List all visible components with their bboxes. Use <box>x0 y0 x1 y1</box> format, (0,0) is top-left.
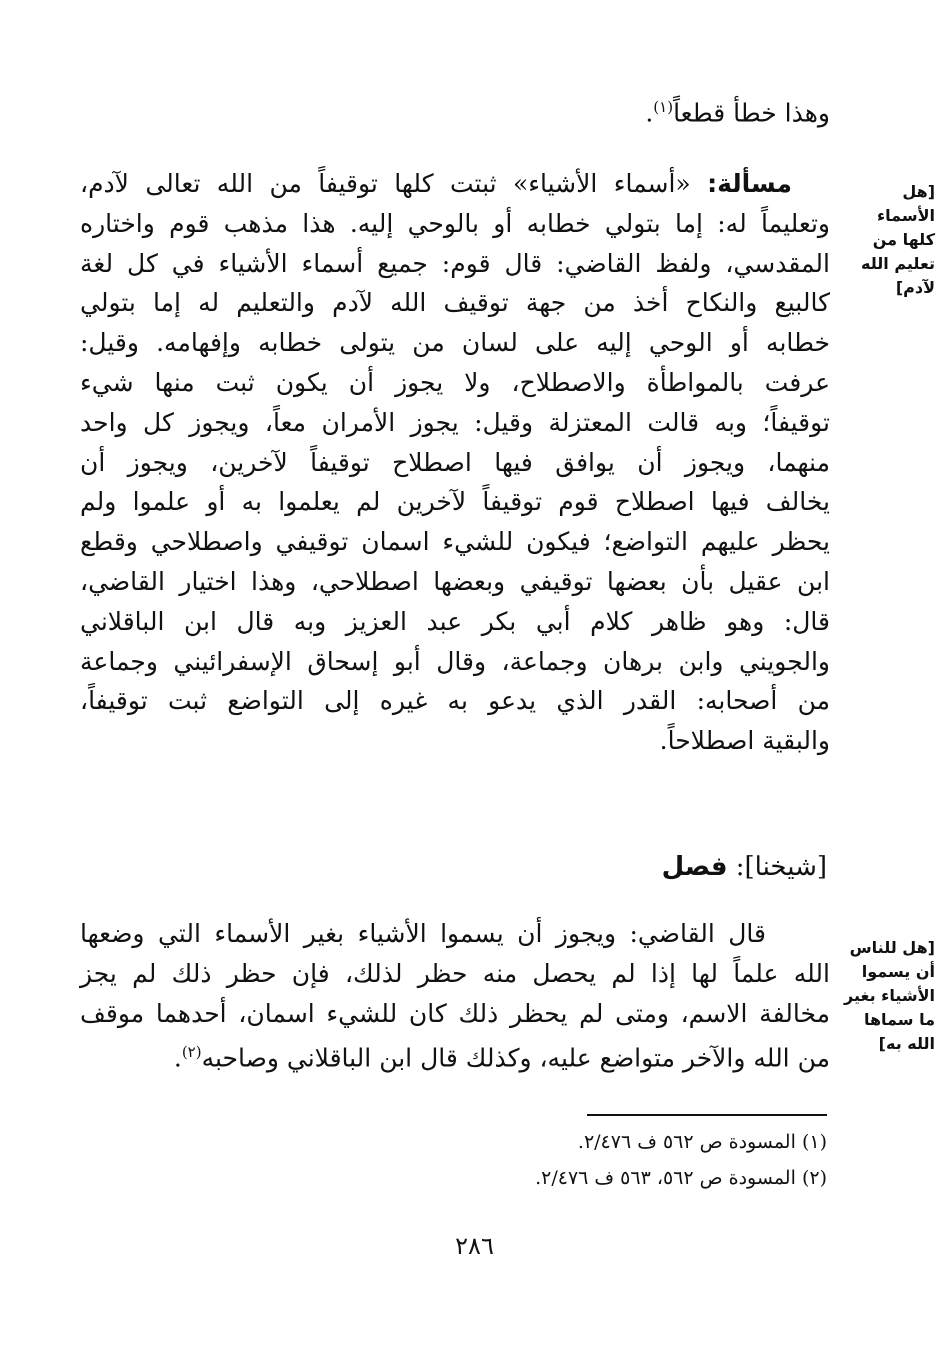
footnote-ref-1: (١) <box>653 98 674 116</box>
text-line: ابن عقيل بأن بعضها توقيفي وبعضها اصطلاحي، وهذا اختيار القاضي، <box>80 566 830 596</box>
footnote-text: المسودة ص ٥٦٢، ٥٦٣ ف ٢/٤٧٦. <box>535 1167 796 1189</box>
text-line: والبقية اصطلاحاً. <box>659 726 830 756</box>
text-line: الله علماً لها إذا لم يحصل منه حظر لذلك، فإن حظر ذلك لم يجز <box>80 958 830 988</box>
line-text: من الله والآخر متواضع عليه، وكذلك قال ابن الباقلاني وصاحبه <box>201 1043 830 1073</box>
text-line: وتعليماً له: إما بتولي خطابه أو بالوحي إليه. هذا مذهب قوم واختاره <box>80 208 830 238</box>
footnote-text: المسودة ص ٥٦٢ ف ٢/٤٧٦. <box>577 1131 796 1153</box>
text-line: قال: وهو ظاهر كلام أبي بكر عبد العزيز وبه قال ابن الباقلاني <box>80 606 830 636</box>
text-line: يحظر عليهم التواضع؛ فيكون للشيء اسمان توقيفي واصطلاحي وقطع <box>80 527 830 557</box>
section-heading <box>662 852 827 882</box>
text-line <box>80 164 830 204</box>
text-line: مخالفة الاسم، ومتى لم يحظر ذلك كان للشيء اسمان، أحدهما موقف <box>80 998 830 1028</box>
margin-note-naming-things: [هل للناس أن يسموا الأشياء بغير ما سماها الله به] <box>844 938 935 1053</box>
heading-prefix: [شيخنا]: <box>735 852 827 882</box>
text-line: والجويني وابن برهان وجماعة، وقال أبو إسحاق الإسفرائيني وجماعة <box>80 646 830 676</box>
footnote-divider <box>587 1114 827 1116</box>
footnote-number: (٢) <box>801 1167 827 1189</box>
margin-note-names-origin: [هل الأسماء كلها من تعليم الله لآدم] <box>861 182 935 297</box>
footnote-ref-2: (٢) <box>181 1043 202 1062</box>
footnote-item <box>127 1124 827 1160</box>
heading-title: فصل <box>661 852 728 882</box>
footnote-number: (١) <box>801 1131 827 1153</box>
line-text: «أسماء الأشياء» ثبتت كلها توقيفاً من الله تعالى لآدم، <box>80 169 691 198</box>
intro-text: وهذا خطأ قطعاً <box>673 98 830 128</box>
intro-paragraph: وهذا خطأ قطعاً$^{(١)}$. <box>645 98 830 128</box>
text-line: المقدسي، ولفظ القاضي: قال قوم: جميع أسماء الأشياء في كل لغة <box>80 248 830 278</box>
text-line: خطابه أو الوحي إليه على لسان من يتولى خطابه وإفهامه. وقيل: <box>80 328 830 358</box>
footnotes <box>127 1124 827 1196</box>
page-number: ٢٨٦ <box>455 1232 494 1260</box>
text-line: من أصحابه: القدر الذي يدعو به غيره إلى التواضع ثبت توقيفاً، <box>80 686 830 716</box>
text-line: يخالف فيها اصطلاح قوم توقيفاً لآخرين لم يعلموا به أو علموا ولم <box>80 487 830 517</box>
text-line: من الله والآخر متواضع عليه، وكذلك قال ابن الباقلاني وصاحبه$^{(٢)}$. <box>173 1043 830 1073</box>
text-line: عرفت بالمواطأة والاصطلاح، ولا يجوز أن يكون ثبت منها شيء <box>80 367 830 397</box>
section2-paragraph <box>80 914 830 1079</box>
text-line: منهما، ويجوز أن يوافق فيها اصطلاح توقيفاً لآخرين، ويجوز أن <box>80 447 830 477</box>
footnote-item <box>127 1160 827 1196</box>
issue-label: مسألة: <box>707 169 792 198</box>
text-line: كالبيع والنكاح أخذ من جهة توقيف الله لآدم والتعليم له إما بتولي <box>80 288 830 318</box>
text-line: توقيفاً؛ وبه قالت المعتزلة وقيل: يجوز الأمران معاً، ويجوز كل واحد <box>80 407 830 437</box>
section1-paragraph <box>80 164 830 761</box>
text-line: قال القاضي: ويجوز أن يسموا الأشياء بغير الأسماء التي وضعها <box>80 919 766 948</box>
